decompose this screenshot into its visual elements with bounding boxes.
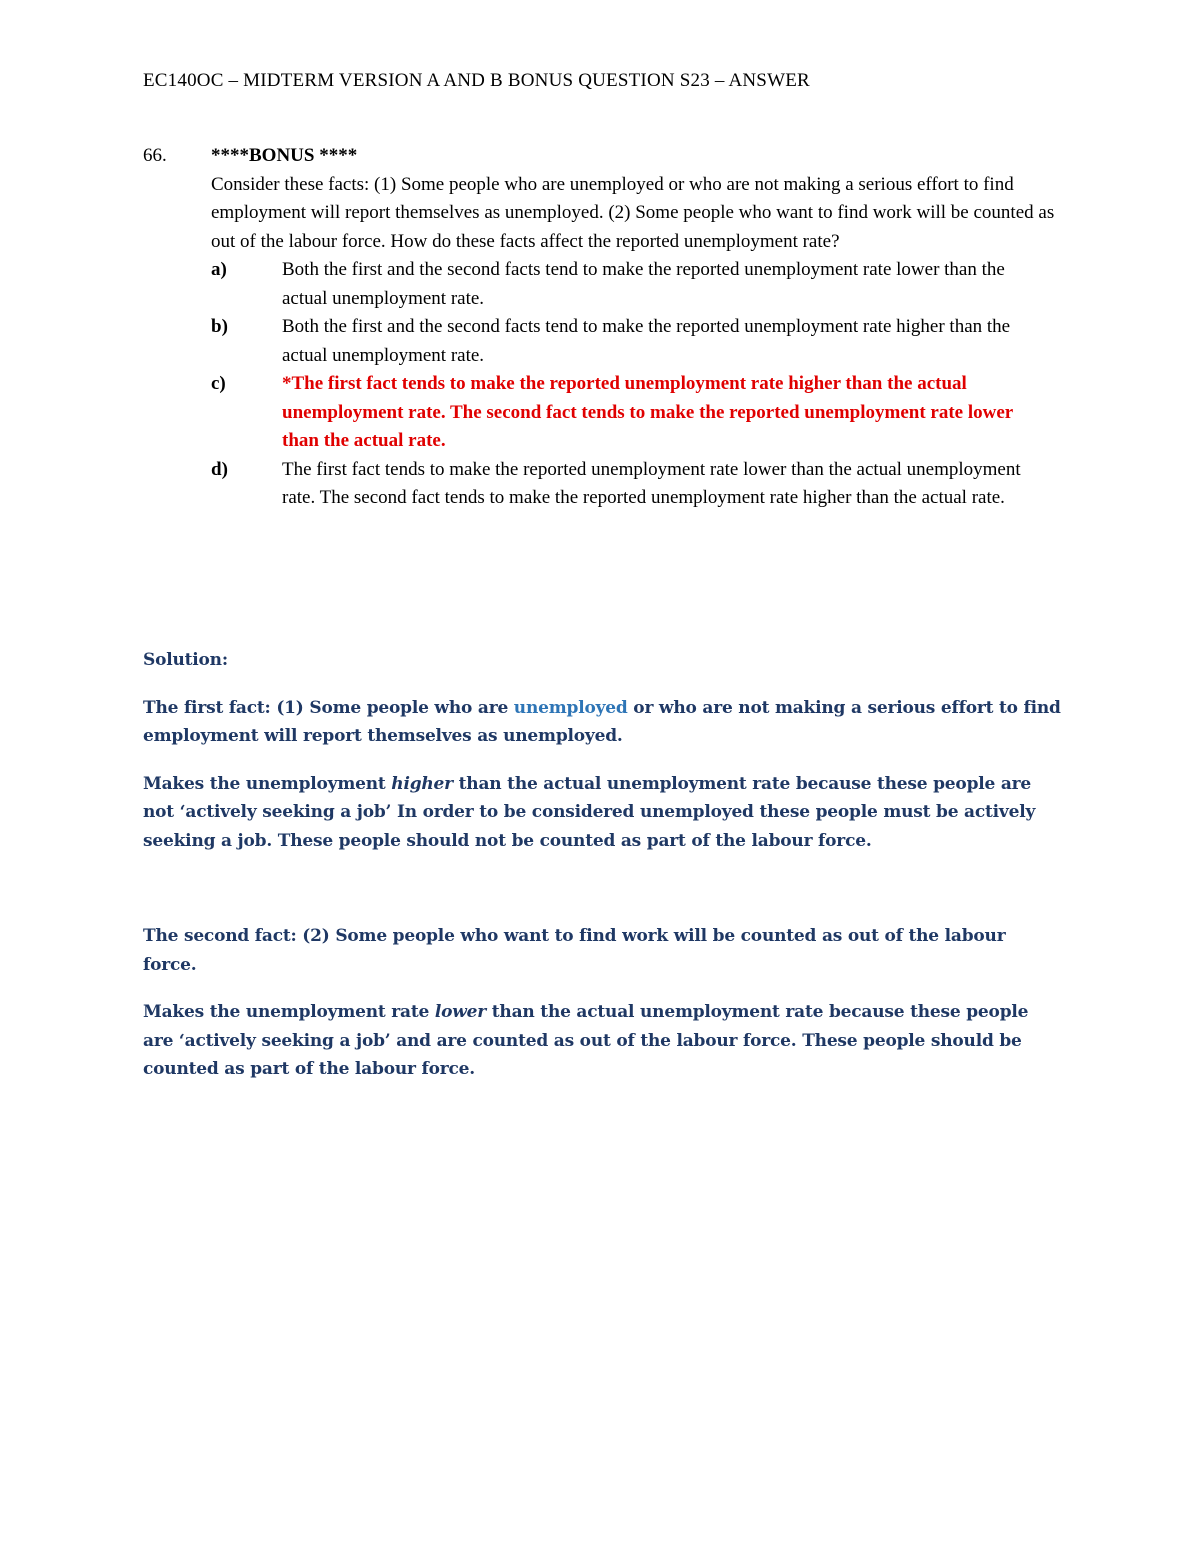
solution-heading: Solution: xyxy=(143,650,228,670)
option-text-correct: *The first fact tends to make the reported unemployment rate higher than the actual unemployment rate. The second fact tends to make the reported unemployment rate lower than the actual rate. xyxy=(282,373,1013,451)
explain2-before: Makes the unemployment rate xyxy=(143,1002,435,1022)
explain1-before: Makes the unemployment xyxy=(143,773,392,794)
option-d xyxy=(211,456,1063,513)
option-text: Both the first and the second facts tend to make the reported unemployment rate lower than the actual unemployment rate. xyxy=(282,259,1005,309)
explain1-emphasis: higher xyxy=(391,773,453,794)
explain2-after: than the actual unemployment rate because these people are ‘actively seeking a job’ and are counted as out of the labour force. These people should be counted as part of the labour force. xyxy=(143,1002,1029,1079)
option-c-correct xyxy=(211,370,1063,456)
option-letter: a) xyxy=(211,259,227,280)
explain2-emphasis: lower xyxy=(434,1002,487,1022)
first-fact-after: or who are not making a serious effort to find employment will report themselves as unemployed. xyxy=(143,697,1061,746)
option-b xyxy=(211,313,1063,370)
option-letter: d) xyxy=(211,458,228,480)
first-fact-explanation xyxy=(143,770,1063,856)
second-fact-explanation xyxy=(143,998,1063,1084)
option-text: Both the first and the second facts tend to make the reported unemployment rate higher than the actual unemployment rate. xyxy=(282,316,1011,366)
spacer xyxy=(143,874,1063,922)
first-fact-before: The first fact: (1) Some people who are xyxy=(143,697,514,718)
first-fact xyxy=(143,694,1063,751)
explain1-after: than the actual unemployment rate because these people are not ‘actively seeking a job’ In order to be considered unemployed these people must be actively seeking a job. These people should not be counted as part of the labour force. xyxy=(143,773,1036,851)
question-prompt: Consider these facts: (1) Some people who are unemployed or who are not making a serious effort to find employment will report themselves as unemployed. (2) Some people who want to find work will be counted as out of the labour force. How do these facts affect the reported unemployment rate? xyxy=(211,173,1055,252)
second-fact: The second fact: (2) Some people who want to find work will be counted as out of the labour force. xyxy=(143,926,1006,975)
first-fact-highlight: unemployed xyxy=(513,697,628,718)
question-title: ****BONUS **** xyxy=(211,145,358,166)
solution-block xyxy=(143,646,1063,1103)
question-number: 66. xyxy=(143,145,167,166)
page-title: EC140OC – MIDTERM VERSION A AND B BONUS QUESTION S23 – ANSWER xyxy=(143,70,810,91)
option-text: The first fact tends to make the reported unemployment rate lower than the actual unemployment rate. The second fact tends to make the reported unemployment rate higher than the actual rate. xyxy=(282,458,1021,508)
question-block xyxy=(143,142,1063,513)
option-a xyxy=(211,256,1063,313)
option-letter: c) xyxy=(211,373,226,394)
option-letter: b) xyxy=(211,316,228,337)
